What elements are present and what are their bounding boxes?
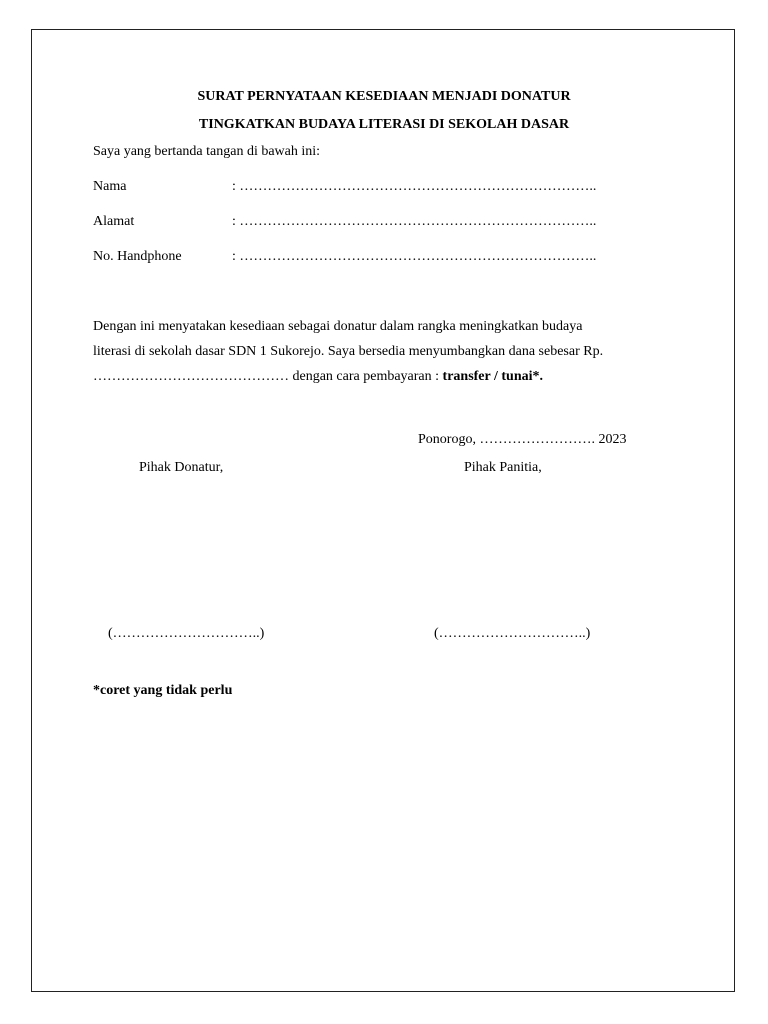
field-value-alamat: : ………………………………………………………………….. [232, 214, 597, 229]
signature-line-donatur: (…………………………..) [108, 626, 265, 641]
statement-line-1: Dengan ini menyatakan kesediaan sebagai donatur dalam rangka meningkatkan budaya [93, 319, 583, 334]
signature-line-panitia: (…………………………..) [434, 626, 591, 641]
statement-line-2: literasi di sekolah dasar SDN 1 Sukorejo. Saya bersedia menyumbangkan dana sebesar Rp. [93, 344, 604, 359]
payment-method-options: transfer / tunai*. [442, 369, 543, 384]
field-label-nama: Nama [93, 179, 127, 194]
document-title-line-1: SURAT PERNYATAAN KESEDIAAN MENJADI DONATUR [197, 89, 571, 104]
payment-amount-blank: …………………………………… dengan cara pembayaran : [93, 369, 443, 384]
footnote: *coret yang tidak perlu [93, 683, 233, 698]
field-label-alamat: Alamat [93, 214, 135, 229]
field-value-nama: : ………………………………………………………………….. [232, 179, 597, 194]
document-title-line-2: TINGKATKAN BUDAYA LITERASI DI SEKOLAH DASAR [198, 117, 570, 132]
place-date: Ponorogo, ……………………. 2023 [418, 432, 627, 447]
signature-label-panitia: Pihak Panitia, [464, 460, 542, 475]
statement-line-3 [93, 370, 543, 384]
page-border [31, 29, 735, 992]
field-value-handphone: : ………………………………………………………………….. [232, 249, 597, 264]
field-label-handphone: No. Handphone [93, 249, 182, 264]
intro-text: Saya yang bertanda tangan di bawah ini: [93, 144, 321, 159]
signature-label-donatur: Pihak Donatur, [139, 460, 224, 475]
